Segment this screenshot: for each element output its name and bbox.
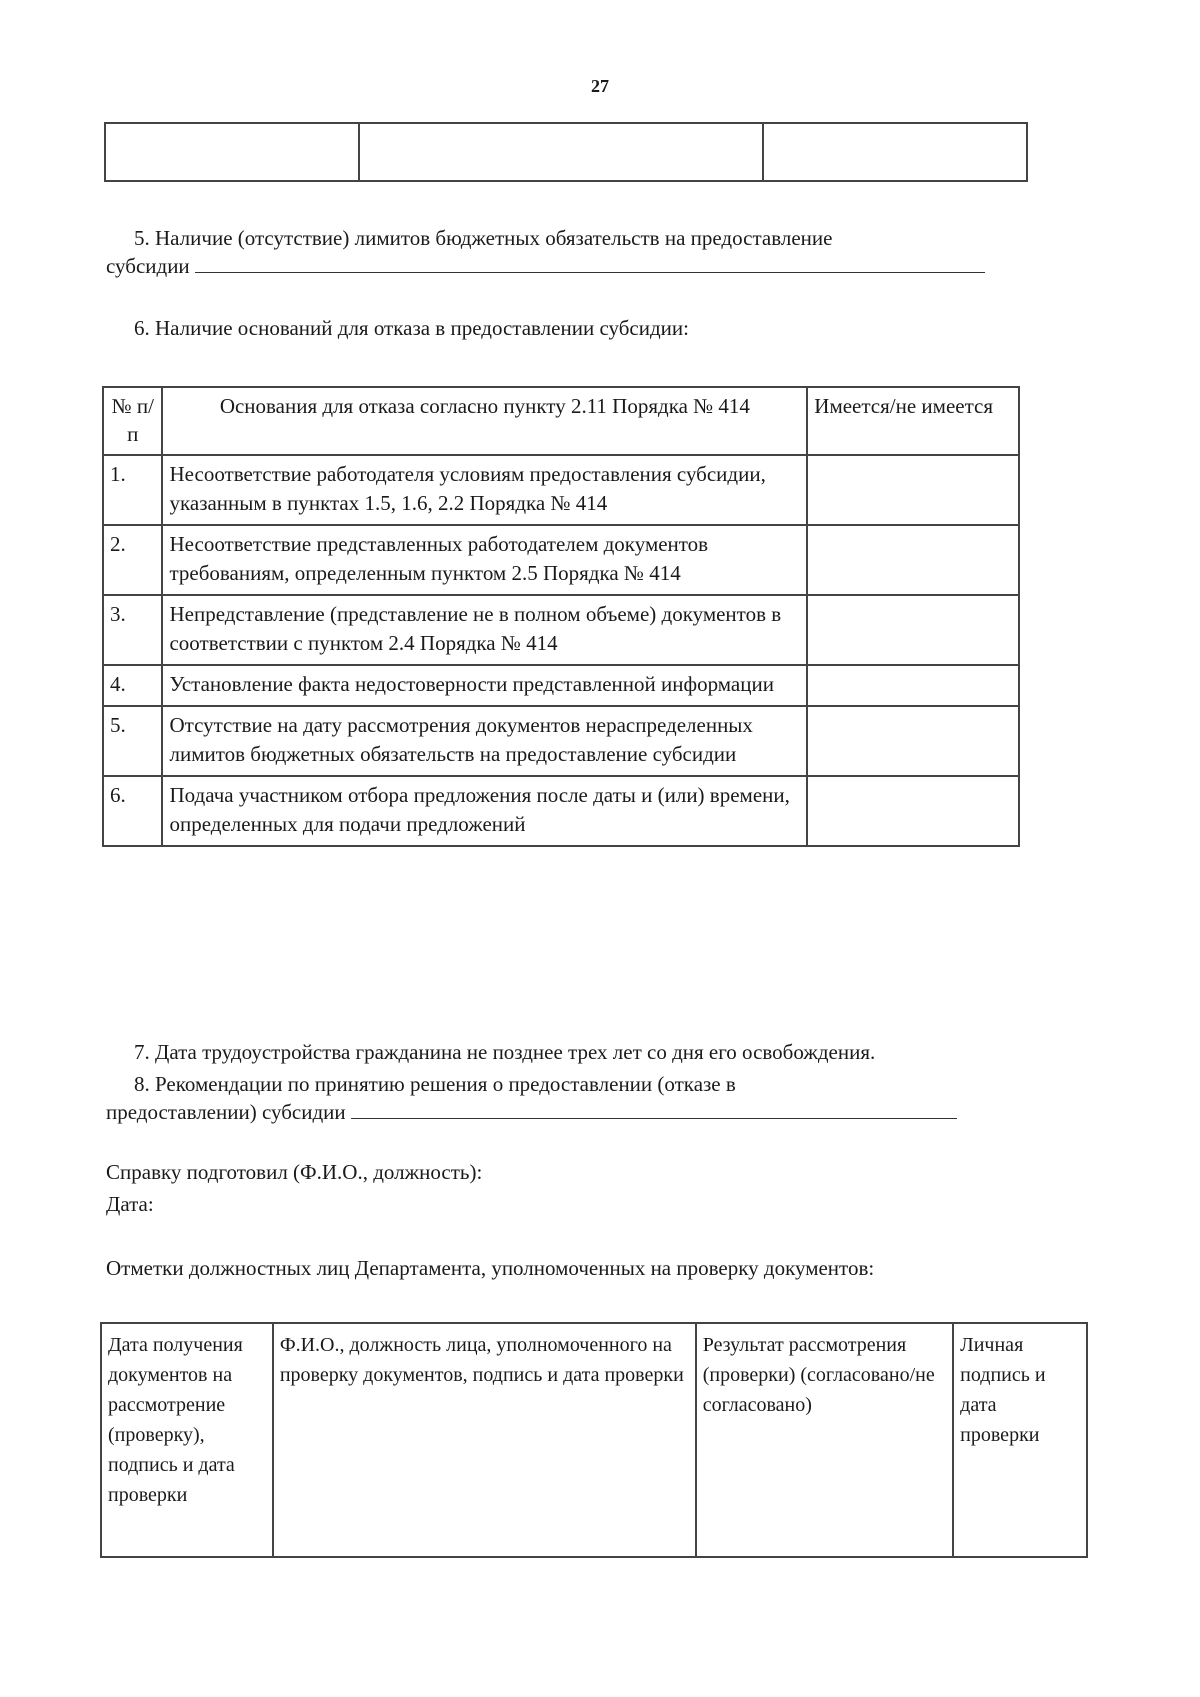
row-status[interactable] bbox=[807, 665, 1019, 706]
fill-in-line[interactable] bbox=[195, 254, 985, 273]
header-num: № п/п bbox=[103, 387, 162, 455]
table-row bbox=[103, 706, 1019, 776]
previous-table-fragment bbox=[104, 122, 1028, 182]
table-row bbox=[103, 595, 1019, 665]
section-8-text-cont: предоставлении) субсидии bbox=[106, 1100, 346, 1124]
section-5-text: 5. Наличие (отсутствие) лимитов бюджетных обязательств на предоставление bbox=[134, 226, 833, 250]
table-header-row bbox=[103, 387, 1019, 455]
section-6-heading: 6. Наличие оснований для отказа в предоставлении субсидии: bbox=[134, 316, 689, 340]
section-8-paragraph bbox=[106, 1070, 1026, 1126]
header-official-name: Ф.И.О., должность лица, уполномоченного на проверку документов, подпись и дата проверки bbox=[273, 1323, 696, 1557]
row-status[interactable] bbox=[807, 776, 1019, 846]
row-reason: Несоответствие представленных работодателем документов требованиям, определенным пунктом 2.5 Порядка № 414 bbox=[162, 525, 807, 595]
row-status[interactable] bbox=[807, 706, 1019, 776]
header-status: Имеется/не имеется bbox=[807, 387, 1019, 455]
section-5-text-cont: субсидии bbox=[106, 254, 190, 278]
row-status[interactable] bbox=[807, 595, 1019, 665]
header-reason: Основания для отказа согласно пункту 2.11 Порядка № 414 bbox=[162, 387, 807, 455]
section-7-paragraph: 7. Дата трудоустройства гражданина не позднее трех лет со дня его освобождения. bbox=[134, 1040, 876, 1064]
officials-marks-table bbox=[100, 1322, 1088, 1558]
row-num: 6. bbox=[103, 776, 162, 846]
header-review-result: Результат рассмотрения (проверки) (согласовано/не согласовано) bbox=[696, 1323, 953, 1557]
prepared-by-label: Справку подготовил (Ф.И.О., должность): bbox=[106, 1160, 483, 1184]
row-reason: Подача участником отбора предложения после даты и (или) времени, определенных для подачи предложений bbox=[162, 776, 807, 846]
row-num: 5. bbox=[103, 706, 162, 776]
table-cell bbox=[105, 123, 359, 181]
table-row bbox=[103, 525, 1019, 595]
refusal-reasons-table bbox=[102, 386, 1020, 847]
row-reason: Отсутствие на дату рассмотрения документов нераспределенных лимитов бюджетных обязательств на предоставление субсидии bbox=[162, 706, 807, 776]
date-label: Дата: bbox=[106, 1192, 154, 1216]
row-status[interactable] bbox=[807, 525, 1019, 595]
table-row bbox=[105, 123, 1027, 181]
table-cell bbox=[359, 123, 763, 181]
table-row bbox=[103, 455, 1019, 525]
row-reason: Несоответствие работодателя условиям предоставления субсидии, указанным в пунктах 1.5, 1.6, 2.2 Порядка № 414 bbox=[162, 455, 807, 525]
officials-heading: Отметки должностных лиц Департамента, уполномоченных на проверку документов: bbox=[106, 1256, 875, 1280]
fill-in-line[interactable] bbox=[351, 1100, 957, 1119]
row-num: 3. bbox=[103, 595, 162, 665]
row-reason: Установление факта недостоверности представленной информации bbox=[162, 665, 807, 706]
table-header-row bbox=[101, 1323, 1087, 1557]
section-5-paragraph bbox=[106, 224, 1026, 280]
row-num: 2. bbox=[103, 525, 162, 595]
table-row bbox=[103, 776, 1019, 846]
table-cell bbox=[763, 123, 1027, 181]
row-reason: Непредставление (представление не в полном объеме) документов в соответствии с пунктом 2.4 Порядка № 414 bbox=[162, 595, 807, 665]
header-personal-signature: Личная подпись и дата проверки bbox=[953, 1323, 1087, 1557]
table-row bbox=[103, 665, 1019, 706]
page-number: 27 bbox=[591, 76, 609, 96]
section-8-text: 8. Рекомендации по принятию решения о предоставлении (отказе в bbox=[134, 1072, 736, 1096]
row-num: 1. bbox=[103, 455, 162, 525]
row-status[interactable] bbox=[807, 455, 1019, 525]
row-num: 4. bbox=[103, 665, 162, 706]
header-receipt-date: Дата получения документов на рассмотрение (проверку), подпись и дата проверки bbox=[101, 1323, 273, 1557]
